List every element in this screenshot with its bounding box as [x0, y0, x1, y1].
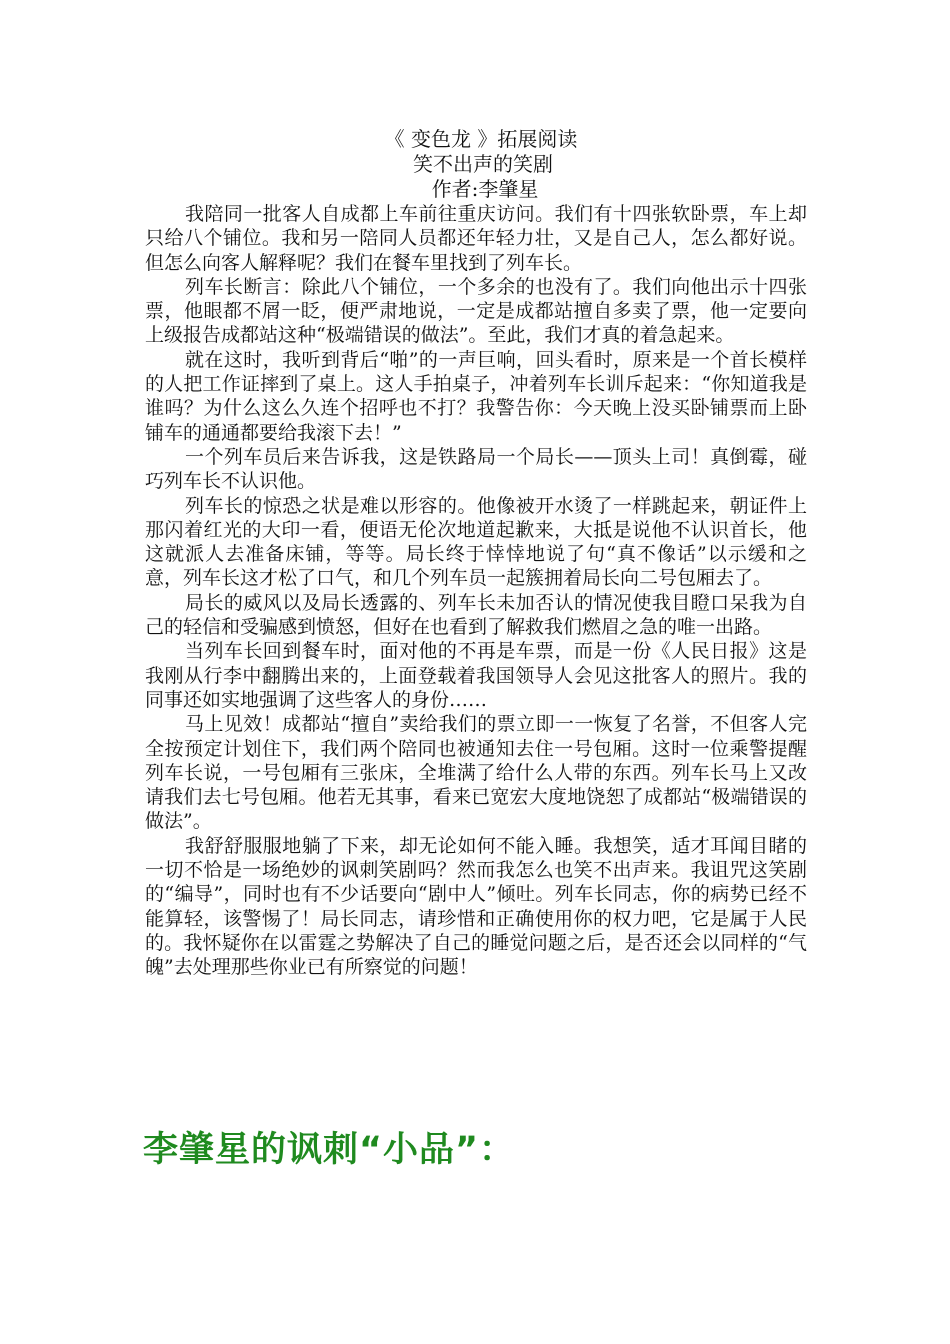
article-title: 笑不出声的笑剧 — [413, 152, 553, 176]
paragraph: 列车长的惊恐之状是难以形容的。他像被开水烫了一样跳起来，朝证件上那闪着红光的大印一看，便语无伦次地道起歉来，大抵是说他不认识首长，他这就派人去准备床铺，等等。局长终于悻悻地说了句“真不像话”以示缓和之意，列车长这才松了口气，和几个列车员一起簇拥着局长向二号包厢去了。 — [145, 494, 807, 590]
section-heading: 李肇星的讽刺“小品”： — [143, 1130, 516, 1170]
paragraph: 就在这时，我听到背后“啪”的一声巨响，回头看时，原来是一个首长模样的人把工作证摔到了桌上。这人手拍桌子，冲着列车长训斥起来：“你知道我是谁吗？为什么这么久连个招呼也不打？我警告你：今天晚上没买卧铺票而上卧铺车的通通都要给我滚下去！” — [145, 348, 807, 444]
paragraph: 当列车长回到餐车时，面对他的不再是车票，而是一份《人民日报》这是我刚从行李中翻腾出来的，上面登载着我国领导人会见这批客人的照片。我的同事还如实地强调了这些客人的身份…… — [145, 640, 807, 711]
document-title: 《 变色龙 》拓展阅读 — [384, 127, 578, 151]
paragraph: 我陪同一批客人自成都上车前往重庆访问。我们有十四张软卧票，车上却只给八个铺位。我和另一陪同人员都还年轻力壮，又是自己人，怎么都好说。但怎么向客人解释呢？我们在餐车里找到了列车长。 — [145, 203, 807, 274]
paragraph: 列车长断言：除此八个铺位，一个多余的也没有了。我们向他出示十四张票，他眼都不屑一眨，便严肃地说，一定是成都站擅自多卖了票，他一定要向上级报告成都站这种“极端错误的做法”。至此，我们才真的着急起来。 — [145, 275, 807, 347]
paragraph: 局长的威风以及局长透露的、列车长未加否认的情况使我目瞪口呆我为自己的轻信和受骗感到愤怒，但好在也看到了解救我们燃眉之急的唯一出路。 — [145, 591, 807, 639]
article-body — [145, 127, 807, 980]
paragraph: 一个列车员后来告诉我，这是铁路局一个局长——顶头上司！真倒霉，碰巧列车长不认识他。 — [145, 445, 807, 493]
paragraph: 马上见效！成都站“擅自”卖给我们的票立即一一恢复了名誉，不但客人完全按预定计划住下，我们两个陪同也被通知去住一号包厢。这时一位乘警提醒列车长说，一号包厢有三张床，全堆满了给什么人带的东西。列车长马上又改请我们去七号包厢。他若无其事，看来已宽宏大度地饶恕了成都站“极端错误的做法”。 — [145, 713, 807, 833]
paragraph: 我舒舒服服地躺了下来，却无论如何不能入睡。我想笑，适才耳闻目睹的一切不恰是一场绝妙的讽刺笑剧吗？然而我怎么也笑不出声来。我诅咒这笑剧的“编导”，同时也有不少话要向“剧中人”倾吐。列车长同志，你的病势已经不能算轻，该警惕了！局长同志，请珍惜和正确使用你的权力吧，它是属于人民的。我怀疑你在以雷霆之势解决了自己的睡觉问题之后，是否还会以同样的“气魄”去处理那些你业已有所察觉的问题！ — [145, 834, 807, 979]
author-line: 作者:李肇星 — [431, 177, 539, 201]
